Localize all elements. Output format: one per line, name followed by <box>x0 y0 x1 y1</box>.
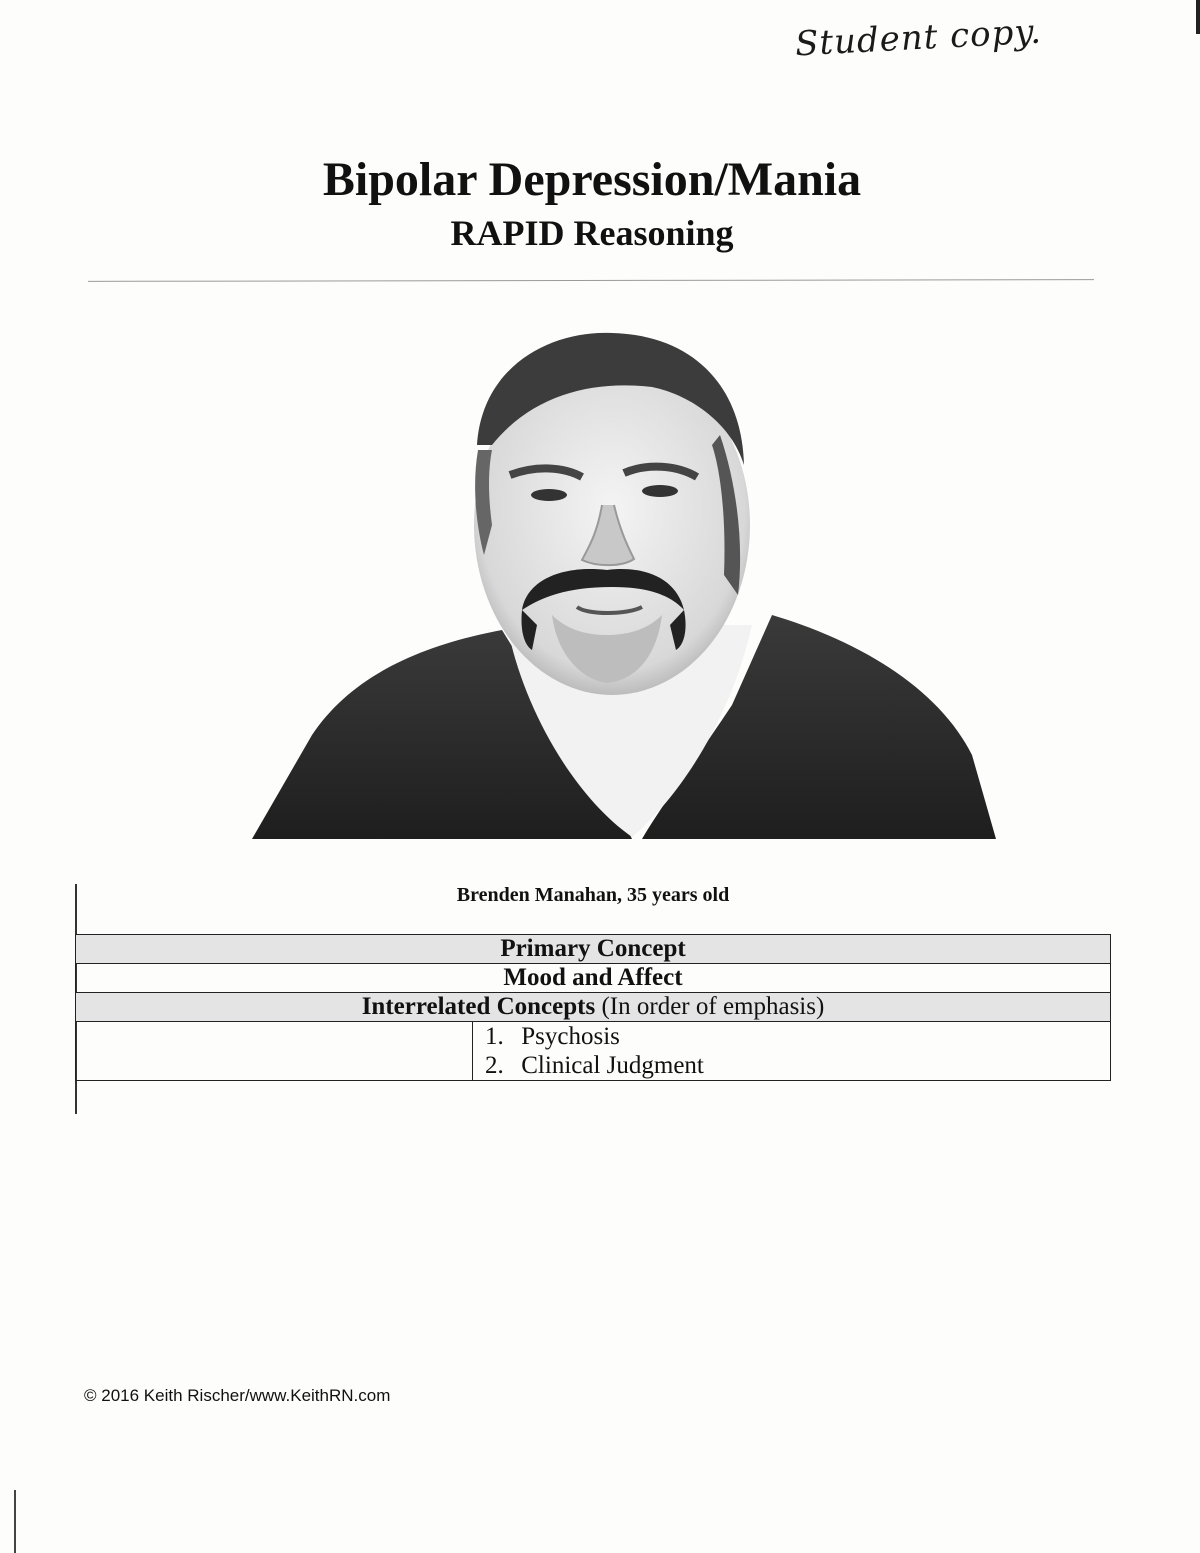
list-item-label: Psychosis <box>521 1023 620 1050</box>
list-item <box>479 1051 1104 1080</box>
list-item-number: 2. <box>485 1052 504 1079</box>
empty-cell <box>76 1022 473 1081</box>
interrelated-concepts-heading <box>76 993 1111 1022</box>
primary-concept-value: Mood and Affect <box>76 964 1111 993</box>
table-row <box>76 1022 1111 1081</box>
list-item <box>479 1022 1104 1051</box>
table-row <box>76 935 1111 964</box>
interrelated-heading-note: (In order of emphasis) <box>601 993 825 1020</box>
page-subtitle: RAPID Reasoning <box>450 213 734 253</box>
interrelated-concepts-list <box>479 1022 1104 1080</box>
interrelated-heading-label: Interrelated Concepts <box>361 993 596 1020</box>
handwritten-note: Student copy. <box>794 11 1043 65</box>
patient-caption: Brenden Manahan, 35 years old <box>456 884 730 906</box>
table-row <box>76 993 1111 1022</box>
header-divider <box>88 279 1094 282</box>
copyright-footer: © 2016 Keith Rischer/www.KeithRN.com <box>84 1386 391 1405</box>
table-row <box>76 964 1111 993</box>
interrelated-concepts-list-cell <box>473 1022 1111 1081</box>
concepts-table <box>75 934 1111 1081</box>
page-title: Bipolar Depression/Mania <box>322 153 862 206</box>
list-item-number: 1. <box>485 1023 504 1050</box>
patient-portrait <box>252 325 996 841</box>
primary-concept-heading: Primary Concept <box>76 935 1111 964</box>
scan-edge-mark <box>1196 0 1200 34</box>
list-item-label: Clinical Judgment <box>521 1052 704 1079</box>
scan-edge-mark <box>14 1490 16 1553</box>
